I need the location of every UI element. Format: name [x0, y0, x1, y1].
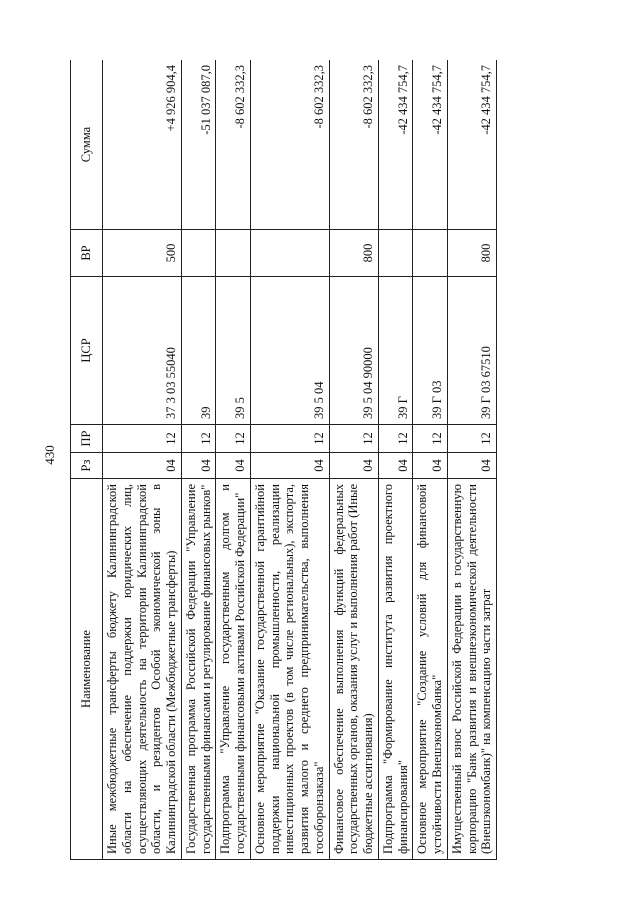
row-csr: 39 5 04 90000 [329, 277, 378, 425]
row-vr [181, 230, 216, 277]
table-row [181, 60, 216, 860]
page-number-box [42, 440, 58, 470]
row-rz: 04 [378, 453, 413, 479]
row-rz: 04 [250, 453, 329, 479]
row-rz: 04 [329, 453, 378, 479]
row-vr [413, 230, 448, 277]
page-number: 430 [42, 445, 57, 465]
row-name: Имущественный взнос Российской Федерации в государственную корпорацию "Банк развития и внешнеэкономической деятельности (Внешэкономбанк)" на компенсацию части затрат [447, 479, 496, 860]
row-sum: -42 434 754,7 [378, 60, 413, 230]
row-rz: 04 [181, 453, 216, 479]
row-vr: 800 [329, 230, 378, 277]
row-pr: 12 [378, 425, 413, 453]
header-name: Наименование [71, 479, 103, 860]
header-csr: ЦСР [71, 277, 103, 425]
row-rz: 04 [103, 453, 182, 479]
row-vr: 800 [447, 230, 496, 277]
row-sum: -8 602 332,3 [250, 60, 329, 230]
row-vr [216, 230, 251, 277]
row-sum: -42 434 754,7 [413, 60, 448, 230]
row-pr: 12 [250, 425, 329, 453]
row-name: Основное мероприятие "Создание условий для финансовой устойчивости Внешэкономбанка" [413, 479, 448, 860]
row-csr: 39 Г 03 [413, 277, 448, 425]
row-csr: 39 5 [216, 277, 251, 425]
row-vr [250, 230, 329, 277]
row-pr: 12 [413, 425, 448, 453]
table-row [447, 60, 496, 860]
header-sum: Сумма [71, 60, 103, 230]
table-row [329, 60, 378, 860]
row-sum: -42 434 754,7 [447, 60, 496, 230]
row-csr: 37 3 03 55040 [103, 277, 182, 425]
row-rz: 04 [216, 453, 251, 479]
row-pr: 12 [447, 425, 496, 453]
row-pr: 12 [103, 425, 182, 453]
row-sum: +4 926 904,4 [103, 60, 182, 230]
row-vr [378, 230, 413, 277]
appropriations-table [70, 60, 497, 860]
row-pr: 12 [181, 425, 216, 453]
row-name: Подпрограмма "Формирование института развития проектного финансирования" [378, 479, 413, 860]
row-sum: -8 602 332,3 [329, 60, 378, 230]
table-header-row [71, 60, 103, 860]
header-pr: ПР [71, 425, 103, 453]
row-name: Финансовое обеспечение выполнения функций федеральных государственных органов, оказания услуг и выполнения работ (Иные бюджетные ассигнования) [329, 479, 378, 860]
row-sum: -51 037 087,0 [181, 60, 216, 230]
header-vr: ВР [71, 230, 103, 277]
table-row [250, 60, 329, 860]
row-vr: 500 [103, 230, 182, 277]
row-pr: 12 [216, 425, 251, 453]
row-name: Иные межбюджетные трансферты бюджету Калининградской области на обеспечение поддержки юридических лиц, осуществляющих деятельность на территории Калининградской области, и резидентов Особой экономической зоны в Калининградской области (Межбюджетные трансферты) [103, 479, 182, 860]
table-row [216, 60, 251, 860]
row-csr: 39 [181, 277, 216, 425]
row-name: Государственная программа Российской Федерации "Управление государственными финансами и регулирование финансовых рынков" [181, 479, 216, 860]
row-rz: 04 [447, 453, 496, 479]
table-row [413, 60, 448, 860]
row-name: Основное мероприятие "Оказание государственной гарантийной поддержки национальной промышленности, реализации инвестиционных проектов (в том числе региональных), экспорта, развития малого и среднего предпринимательства, выполнения гособоронзаказа" [250, 479, 329, 860]
row-pr: 12 [329, 425, 378, 453]
table-stage [70, 60, 612, 860]
table-row [103, 60, 182, 860]
row-csr: 39 Г [378, 277, 413, 425]
table-row [378, 60, 413, 860]
row-csr: 39 5 04 [250, 277, 329, 425]
row-name: Подпрограмма "Управление государственным долгом и государственными финансовыми активами Российской Федерации" [216, 479, 251, 860]
header-rz: Рз [71, 453, 103, 479]
rotated-table-container [70, 60, 612, 860]
row-sum: -8 602 332,3 [216, 60, 251, 230]
row-csr: 39 Г 03 67510 [447, 277, 496, 425]
row-rz: 04 [413, 453, 448, 479]
